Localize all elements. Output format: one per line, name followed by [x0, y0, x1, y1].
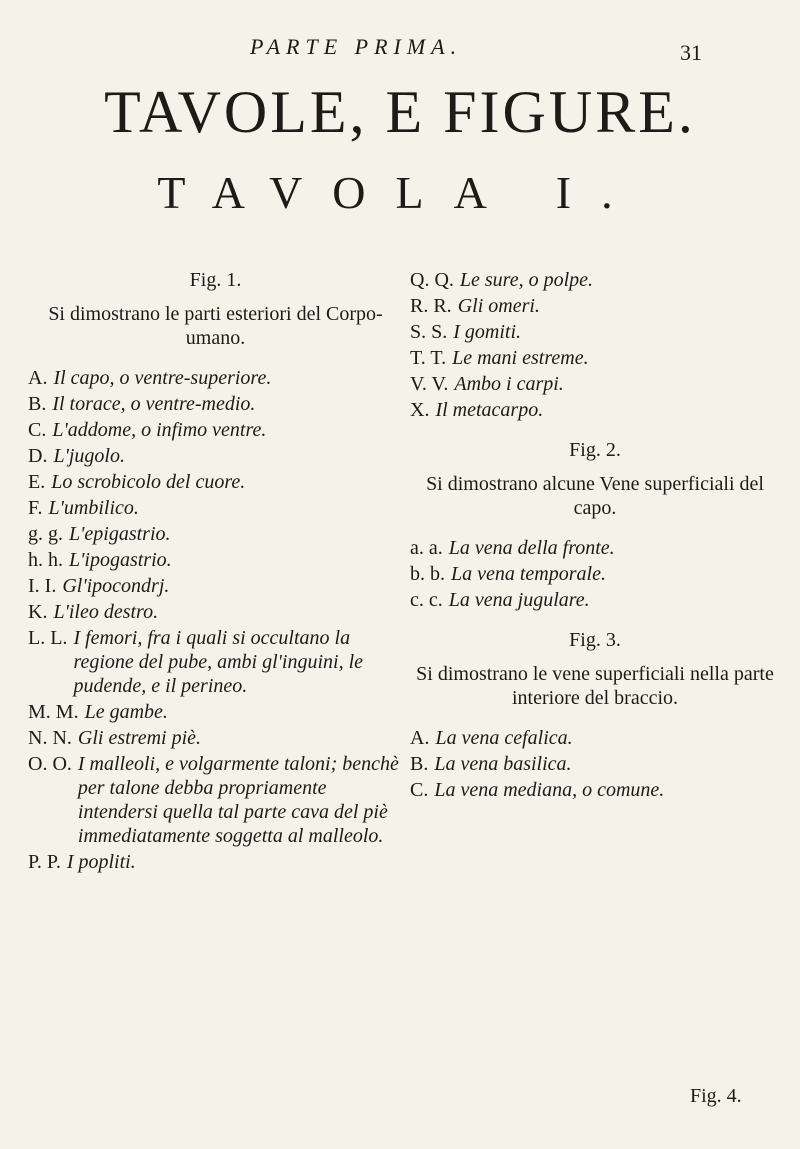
legend-description: Il torace, o ventre-medio. — [52, 393, 256, 415]
legend-description: L'ileo destro. — [53, 601, 159, 623]
legend-description: L'epigastrio. — [69, 523, 171, 545]
legend-entry — [28, 418, 403, 442]
legend-entry — [410, 778, 780, 802]
legend-description: Gl'ipocondrj. — [62, 575, 170, 597]
running-title: PARTE PRIMA. — [250, 34, 463, 59]
legend-key: b. b. — [410, 563, 445, 585]
legend-entry — [410, 372, 780, 396]
legend-description: I malleoli, e volgarmente taloni; benchè per talone debba propriamente intendersi quella tal parte cava del piè immediatamente soggetta al malleolo. — [77, 753, 399, 847]
legend-entry — [410, 268, 780, 292]
fig2-entry-list — [410, 536, 780, 612]
left-column — [28, 268, 403, 876]
legend-key: P. P. — [28, 851, 61, 873]
legend-description: La vena temporale. — [451, 563, 606, 585]
legend-key: L. L. — [28, 627, 68, 649]
fig3-entry-list — [410, 726, 780, 802]
legend-description: Ambo i carpi. — [454, 373, 564, 395]
fig1-entry-list-continued — [410, 268, 780, 422]
legend-entry — [410, 294, 780, 318]
legend-key: g. g. — [28, 523, 63, 545]
legend-entry — [28, 366, 403, 390]
legend-entry — [410, 346, 780, 370]
legend-entry — [28, 600, 403, 624]
fig2-intro: Si dimostrano alcune Vene superficiali del capo. — [426, 473, 764, 519]
legend-description: La vena della fronte. — [448, 537, 615, 559]
legend-key: K. — [28, 601, 48, 623]
right-column — [410, 268, 780, 804]
legend-key: a. a. — [410, 537, 443, 559]
legend-description: Il capo, o ventre-superiore. — [53, 367, 272, 389]
legend-entry — [28, 522, 403, 546]
legend-description: I popliti. — [66, 851, 136, 873]
fig1-entry-list — [28, 366, 403, 874]
legend-description: La vena basilica. — [434, 753, 572, 775]
legend-key: A. — [28, 367, 48, 389]
legend-description: I femori, fra i quali si occultano la regione del pube, ambi gl'inguini, le pudende, e il perineo. — [73, 627, 364, 697]
legend-entry — [28, 726, 403, 750]
legend-entry — [28, 548, 403, 572]
legend-key: V. V. — [410, 373, 449, 395]
legend-description: L'addome, o infimo ventre. — [52, 419, 267, 441]
legend-description: Il metacarpo. — [435, 399, 544, 421]
legend-entry — [410, 588, 780, 612]
legend-key: R. R. — [410, 295, 452, 317]
legend-description: Le mani estreme. — [452, 347, 589, 369]
legend-entry — [28, 470, 403, 494]
fig3-label: Fig. 3. — [569, 629, 621, 651]
legend-key: B. — [28, 393, 47, 415]
legend-key: h. h. — [28, 549, 63, 571]
legend-entry — [28, 392, 403, 416]
legend-key: I. I. — [28, 575, 57, 597]
legend-description: La vena jugulare. — [448, 589, 590, 611]
legend-key: X. — [410, 399, 430, 421]
legend-description: Lo scrobicolo del cuore. — [51, 471, 246, 493]
legend-key: c. c. — [410, 589, 443, 611]
legend-entry — [28, 444, 403, 468]
legend-description: Gli omeri. — [457, 295, 540, 317]
legend-description: La vena cefalica. — [435, 727, 573, 749]
legend-entry — [410, 726, 780, 750]
legend-description: L'ipogastrio. — [69, 549, 172, 571]
fig2-label: Fig. 2. — [569, 439, 621, 461]
legend-entry — [28, 752, 403, 848]
legend-key: O. O. — [28, 753, 72, 775]
legend-entry — [410, 562, 780, 586]
legend-entry — [410, 752, 780, 776]
legend-key: N. N. — [28, 727, 72, 749]
legend-key: T. T. — [410, 347, 447, 369]
fig4-label: Fig. 4. — [690, 1085, 742, 1107]
legend-entry — [28, 574, 403, 598]
legend-key: D. — [28, 445, 48, 467]
fig1-label: Fig. 1. — [189, 269, 242, 291]
main-title: TAVOLE, E FIGURE. — [104, 79, 696, 145]
legend-description: Gli estremi piè. — [77, 727, 202, 749]
fig3-intro: Si dimostrano le vene superficiali nella parte interiore del braccio. — [416, 663, 774, 709]
legend-key: Q. Q. — [410, 269, 454, 291]
legend-entry — [410, 536, 780, 560]
legend-entry — [28, 626, 403, 698]
legend-entry — [28, 496, 403, 520]
legend-key: C. — [28, 419, 47, 441]
legend-entry — [410, 398, 780, 422]
legend-description: I gomiti. — [453, 321, 522, 343]
legend-entry — [28, 700, 403, 724]
legend-key: F. — [28, 497, 43, 519]
fig1-intro: Si dimostrano le parti esteriori del Corpo-umano. — [48, 303, 383, 349]
legend-entry — [410, 320, 780, 344]
plate-title: TAVOLA I. — [157, 167, 643, 218]
legend-key: E. — [28, 471, 46, 493]
page-number: 31 — [680, 40, 702, 65]
legend-key: A. — [410, 727, 430, 749]
legend-key: S. S. — [410, 321, 448, 343]
legend-description: L'umbilico. — [48, 497, 139, 519]
legend-key: C. — [410, 779, 429, 801]
legend-entry — [28, 850, 403, 874]
legend-key: B. — [410, 753, 429, 775]
legend-description: Le sure, o polpe. — [459, 269, 594, 291]
legend-key: M. M. — [28, 701, 79, 723]
legend-description: La vena mediana, o comune. — [434, 779, 665, 801]
legend-description: Le gambe. — [84, 701, 168, 723]
legend-description: L'jugolo. — [53, 445, 125, 467]
